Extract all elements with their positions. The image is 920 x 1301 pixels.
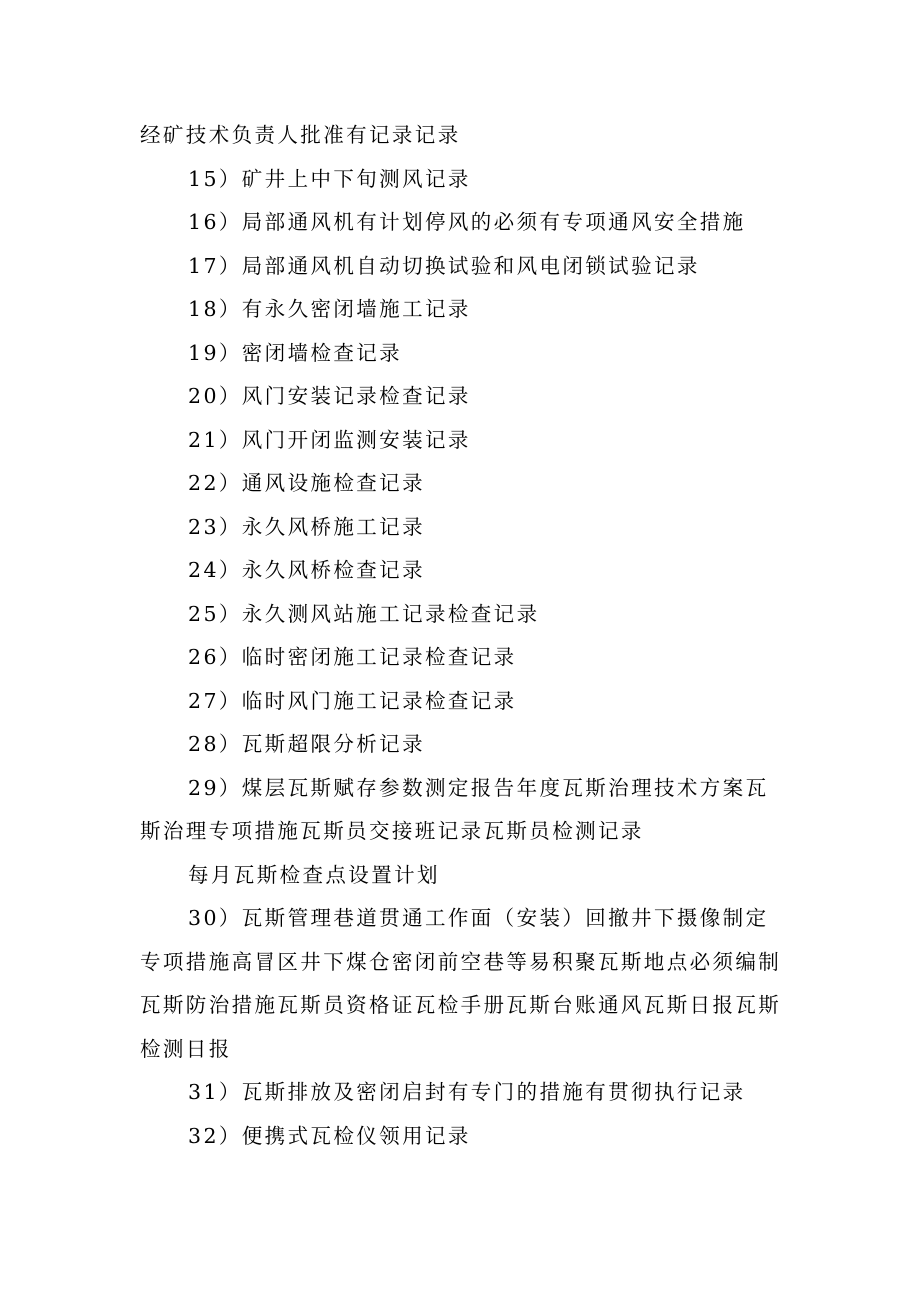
list-item-25: 25）永久测风站施工记录检查记录 [188, 601, 540, 626]
list-item-23: 23）永久风桥施工记录 [188, 514, 425, 539]
list-item-21: 21）风门开闭监测安装记录 [188, 427, 471, 452]
list-item-26: 26）临时密闭施工记录检查记录 [188, 645, 517, 669]
list-item-27: 27）临时风门施工记录检查记录 [188, 688, 517, 713]
paragraph-continuation: 经矿技术负责人批准有记录记录 [140, 123, 461, 147]
list-item-15: 15）矿井上中下旬测风记录 [188, 166, 471, 191]
list-item-19: 19）密闭墙检查记录 [188, 340, 403, 365]
list-item-30: 30）瓦斯管理巷道贯通工作面（安装）回撤井下摄像制定专项措施高冒区井下煤仓密闭前空巷等易积聚瓦斯地点必须编制瓦斯防治措施瓦斯员资格证瓦检手册瓦斯台账通风瓦斯日报瓦斯检测日报 [140, 906, 782, 1061]
list-item-29-continuation: 每月瓦斯检查点设置计划 [188, 862, 440, 887]
list-item-18: 18）有永久密闭墙施工记录 [188, 297, 471, 321]
list-item-17: 17）局部通风机自动切换试验和风电闭锁试验记录 [188, 253, 700, 278]
list-item-29: 29）煤层瓦斯赋存参数测定报告年度瓦斯治理技术方案瓦斯治理专项措施瓦斯员交接班记录瓦斯员检测记录 [140, 775, 769, 843]
list-item-31: 31）瓦斯排放及密闭启封有专门的措施有贯彻执行记录 [188, 1080, 746, 1104]
list-item-20: 20）风门安装记录检查记录 [188, 384, 471, 408]
list-item-16: 16）局部通风机有计划停风的必须有专项通风安全措施 [188, 210, 746, 234]
document-body [140, 114, 786, 1158]
list-item-32: 32）便携式瓦检仪领用记录 [188, 1123, 471, 1148]
list-item-22: 22）通风设施检查记录 [188, 471, 425, 495]
list-item-24: 24）永久风桥检查记录 [188, 558, 425, 582]
list-item-28: 28）瓦斯超限分析记录 [188, 732, 425, 756]
